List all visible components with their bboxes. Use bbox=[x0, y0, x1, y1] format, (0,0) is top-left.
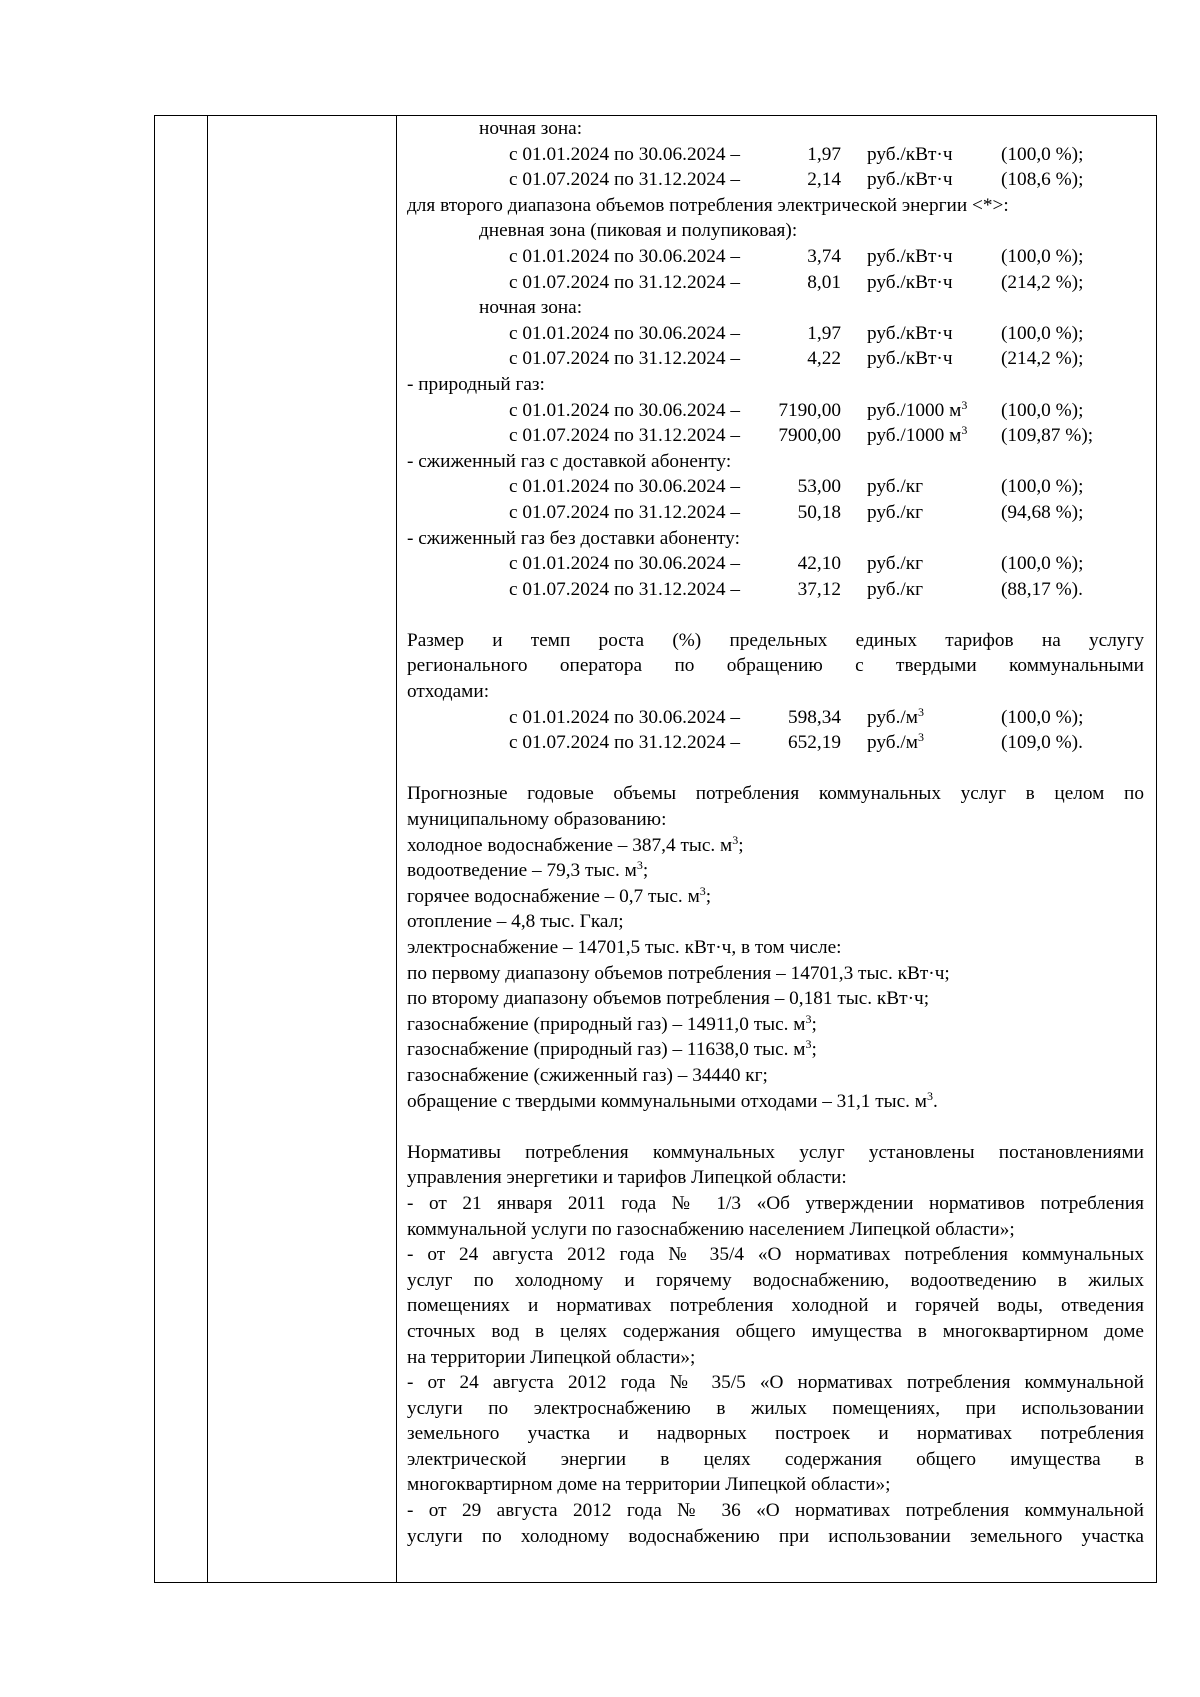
tariff-row bbox=[407, 551, 1144, 577]
tariff-group-lpg-no-delivery bbox=[407, 551, 1144, 602]
tariff-unit-text: руб./кВт·ч bbox=[867, 169, 953, 191]
tariff-row bbox=[407, 398, 1144, 424]
table-cell-content bbox=[407, 116, 1144, 1549]
norms-line: сточных вод в целях содержания общего имущества в многоквартирном доме bbox=[407, 1320, 1144, 1342]
tariff-value: 4,22 bbox=[807, 348, 841, 370]
tariff-percent: (108,6 %); bbox=[1001, 169, 1084, 191]
column-divider-2 bbox=[396, 116, 397, 1582]
unit-superscript: 3 bbox=[927, 1088, 934, 1103]
norms-line: услуг по холодному и горячему водоснабжению, водоотведению в жилых bbox=[407, 1269, 1144, 1291]
tariff-value: 1,97 bbox=[807, 322, 841, 344]
norms-line: электрической энергии в целях содержания общего имущества в bbox=[407, 1448, 1144, 1470]
tariff-group-day bbox=[407, 244, 1144, 295]
tariff-row bbox=[407, 321, 1144, 347]
tariff-row bbox=[407, 142, 1144, 168]
norms-line: - от 29 августа 2012 года № 36 «О нормативах потребления коммунальной bbox=[407, 1500, 1144, 1522]
tariff-unit-text: руб./кВт·ч bbox=[867, 322, 953, 344]
document-table bbox=[154, 115, 1157, 1583]
volumes-intro-line-2: муниципальному образованию: bbox=[407, 809, 667, 831]
norms-line: управления энергетики и тарифов Липецкой области: bbox=[407, 1167, 847, 1189]
tariff-value: 42,10 bbox=[797, 553, 841, 575]
volume-tail: ; bbox=[642, 860, 649, 882]
tariff-percent: (100,0 %); bbox=[1001, 553, 1084, 575]
volume-text: газоснабжение (природный газ) – 11638,0 тыс. м bbox=[407, 1039, 806, 1061]
norms-line: помещениях и нормативах потребления холодной и горячей воды, отведения bbox=[407, 1295, 1144, 1317]
tariff-value: 7190,00 bbox=[778, 399, 841, 421]
tariff-row bbox=[407, 500, 1144, 526]
tariff-percent: (100,0 %); bbox=[1001, 322, 1084, 344]
tariff-group-lpg-delivery bbox=[407, 474, 1144, 525]
volume-text: электроснабжение – 14701,5 тыс. кВт·ч, в том числе: bbox=[407, 937, 842, 958]
unit-superscript: 3 bbox=[699, 883, 706, 898]
tariff-value: 7900,00 bbox=[778, 425, 841, 447]
tariff-unit bbox=[867, 346, 953, 372]
natural-gas-heading: - природный газ: bbox=[407, 373, 545, 395]
volume-text: водоотведение – 79,3 тыс. м bbox=[407, 860, 637, 882]
norms-line: услуги по электроснабжению в жилых помещениях, при использовании bbox=[407, 1397, 1144, 1419]
tariff-row bbox=[407, 474, 1144, 500]
second-range-heading: для второго диапазона объемов потребления электрической энергии <*>: bbox=[407, 194, 1009, 216]
tariff-unit-text: руб./кВт·ч bbox=[867, 348, 953, 370]
tariff-unit bbox=[867, 730, 924, 756]
tariff-unit-text: руб./кг bbox=[867, 476, 924, 498]
column-divider-1 bbox=[207, 116, 208, 1582]
tariff-value: 652,19 bbox=[787, 732, 841, 754]
norms-line: услуги по холодному водоснабжению при использовании земельного участка bbox=[407, 1525, 1144, 1547]
tariff-unit bbox=[867, 270, 953, 296]
tariff-row bbox=[407, 167, 1144, 193]
volume-item bbox=[407, 833, 1144, 859]
volume-item bbox=[407, 935, 1144, 961]
volume-tail: ; bbox=[811, 1013, 817, 1035]
volume-text: отопление – 4,8 тыс. Гкал; bbox=[407, 911, 624, 933]
tariff-period: с 01.01.2024 по 30.06.2024 – bbox=[509, 476, 740, 498]
volume-text: газоснабжение (сжиженный газ) – 34440 кг; bbox=[407, 1064, 768, 1086]
tariff-percent: (214,2 %); bbox=[1001, 348, 1084, 370]
norms-line: многоквартирном доме на территории Липецкой области»; bbox=[407, 1474, 891, 1496]
tariff-value: 3,74 bbox=[807, 245, 841, 267]
tariff-unit bbox=[867, 142, 953, 168]
tariff-period: с 01.07.2024 по 31.12.2024 – bbox=[509, 501, 740, 523]
tariff-unit bbox=[867, 551, 923, 577]
tariff-period: с 01.07.2024 по 31.12.2024 – bbox=[509, 348, 740, 370]
night-zone-heading: ночная зона: bbox=[479, 118, 583, 139]
night-zone-heading-2: ночная зона: bbox=[479, 297, 583, 319]
tariff-percent: (109,0 %). bbox=[1001, 732, 1083, 754]
volume-tail: ; bbox=[738, 834, 744, 856]
waste-paragraph-line-3: отходами: bbox=[407, 681, 490, 703]
tariff-unit-text: руб./1000 м bbox=[867, 425, 962, 447]
volume-text: горячее водоснабжение – 0,7 тыс. м bbox=[407, 885, 700, 907]
norms-line: - от 21 января 2011 года № 1/3 «Об утверждении нормативов потребления bbox=[407, 1192, 1144, 1214]
tariff-unit bbox=[867, 167, 953, 193]
tariff-unit bbox=[867, 423, 967, 449]
norms-line: на территории Липецкой области»; bbox=[407, 1346, 696, 1368]
tariff-value: 8,01 bbox=[807, 271, 841, 293]
norms-line: Нормативы потребления коммунальных услуг установлены постановлениями bbox=[407, 1141, 1144, 1163]
norms-paragraph bbox=[407, 1140, 1144, 1550]
tariff-unit-text: руб./кВт·ч bbox=[867, 245, 953, 267]
tariff-unit-text: руб./кг bbox=[867, 578, 924, 600]
volume-item bbox=[407, 986, 1144, 1012]
volume-tail: ; bbox=[811, 1039, 817, 1061]
tariff-period: с 01.01.2024 по 30.06.2024 – bbox=[509, 322, 740, 344]
tariff-unit bbox=[867, 705, 924, 731]
tariff-unit-text: руб./м bbox=[867, 706, 918, 728]
waste-paragraph-line-2: регионального оператора по обращению с твердыми коммунальными bbox=[407, 655, 1144, 677]
tariff-period: с 01.07.2024 по 31.12.2024 – bbox=[509, 271, 740, 293]
tariff-group-night-2 bbox=[407, 321, 1144, 372]
tariff-percent: (94,68 %); bbox=[1001, 501, 1084, 523]
volume-item bbox=[407, 1012, 1144, 1038]
unit-superscript: 3 bbox=[961, 397, 968, 412]
tariff-unit-text: руб./кВт·ч bbox=[867, 271, 953, 293]
tariff-group-gas bbox=[407, 398, 1144, 449]
tariff-period: с 01.07.2024 по 31.12.2024 – bbox=[509, 425, 740, 447]
volume-tail: ; bbox=[705, 885, 712, 907]
norms-line: - от 24 августа 2012 года № 35/4 «О нормативах потребления коммунальных bbox=[407, 1244, 1144, 1266]
tariff-percent: (100,0 %); bbox=[1001, 706, 1084, 728]
tariff-percent: (109,87 %); bbox=[1001, 425, 1094, 447]
tariff-unit-text: руб./1000 м bbox=[867, 399, 962, 421]
volume-item bbox=[407, 1063, 1144, 1089]
lpg-delivery-heading: - сжиженный газ с доставкой абоненту: bbox=[407, 450, 732, 472]
tariff-unit-text: руб./кВт·ч bbox=[867, 143, 953, 165]
unit-superscript: 3 bbox=[917, 704, 924, 719]
tariff-period: с 01.07.2024 по 31.12.2024 – bbox=[509, 732, 740, 754]
tariff-row bbox=[407, 577, 1144, 603]
tariff-period: с 01.01.2024 по 30.06.2024 – bbox=[509, 143, 740, 165]
volumes-list bbox=[407, 833, 1144, 1115]
tariff-period: с 01.01.2024 по 30.06.2024 – bbox=[509, 553, 740, 575]
tariff-group-waste bbox=[407, 705, 1144, 756]
unit-superscript: 3 bbox=[805, 1011, 812, 1026]
volume-text: обращение с твердыми коммунальными отходами – 31,1 тыс. м bbox=[407, 1090, 928, 1112]
volume-item bbox=[407, 884, 1144, 910]
tariff-period: с 01.07.2024 по 31.12.2024 – bbox=[509, 578, 740, 600]
volume-item bbox=[407, 961, 1144, 987]
volume-text: газоснабжение (природный газ) – 14911,0 тыс. м bbox=[407, 1013, 806, 1035]
tariff-unit-text: руб./кг bbox=[867, 501, 924, 523]
tariff-period: с 01.01.2024 по 30.06.2024 – bbox=[509, 399, 740, 421]
tariff-row bbox=[407, 705, 1144, 731]
volume-text: холодное водоснабжение – 387,4 тыс. м bbox=[407, 834, 733, 856]
tariff-value: 53,00 bbox=[797, 476, 841, 498]
tariff-row bbox=[407, 346, 1144, 372]
tariff-unit-text: руб./м bbox=[867, 732, 918, 754]
tariff-row bbox=[407, 423, 1144, 449]
tariff-unit-text: руб./кг bbox=[867, 553, 924, 575]
volume-item bbox=[407, 1089, 1144, 1115]
tariff-row bbox=[407, 730, 1144, 756]
volume-text: по второму диапазону объемов потребления – 0,181 тыс. кВт·ч; bbox=[407, 988, 930, 1010]
lpg-no-delivery-heading: - сжиженный газ без доставки абоненту: bbox=[407, 527, 740, 549]
tariff-value: 1,97 bbox=[807, 143, 841, 165]
tariff-percent: (88,17 %). bbox=[1001, 578, 1083, 600]
volume-text: по первому диапазону объемов потребления – 14701,3 тыс. кВт·ч; bbox=[407, 962, 950, 984]
tariff-value: 598,34 bbox=[787, 706, 841, 728]
tariff-percent: (100,0 %); bbox=[1001, 399, 1084, 421]
unit-superscript: 3 bbox=[636, 858, 643, 873]
tariff-row bbox=[407, 270, 1144, 296]
volume-item bbox=[407, 1037, 1144, 1063]
tariff-row bbox=[407, 244, 1144, 270]
unit-superscript: 3 bbox=[732, 832, 739, 847]
tariff-unit bbox=[867, 398, 967, 424]
volume-tail: . bbox=[933, 1090, 938, 1112]
tariff-unit bbox=[867, 474, 923, 500]
tariff-value: 50,18 bbox=[797, 501, 841, 523]
norms-line: коммунальной услуги по газоснабжению населением Липецкой области»; bbox=[407, 1218, 1015, 1240]
tariff-period: с 01.01.2024 по 30.06.2024 – bbox=[509, 706, 740, 728]
norms-line: - от 24 августа 2012 года № 35/5 «О нормативах потребления коммунальной bbox=[407, 1372, 1144, 1394]
volume-item bbox=[407, 858, 1144, 884]
unit-superscript: 3 bbox=[917, 730, 924, 745]
norms-line: земельного участка и надворных построек и нормативах потребления bbox=[407, 1423, 1144, 1445]
tariff-percent: (100,0 %); bbox=[1001, 245, 1084, 267]
tariff-percent: (214,2 %); bbox=[1001, 271, 1084, 293]
volume-item bbox=[407, 909, 1144, 935]
tariff-unit bbox=[867, 577, 923, 603]
tariff-period: с 01.01.2024 по 30.06.2024 – bbox=[509, 245, 740, 267]
unit-superscript: 3 bbox=[961, 423, 968, 438]
tariff-unit bbox=[867, 500, 923, 526]
waste-paragraph-line-1: Размер и темп роста (%) предельных единых тарифов на услугу bbox=[407, 629, 1144, 651]
unit-superscript: 3 bbox=[805, 1037, 812, 1052]
tariff-percent: (100,0 %); bbox=[1001, 143, 1084, 165]
tariff-value: 37,12 bbox=[797, 578, 841, 600]
volumes-intro-line-1: Прогнозные годовые объемы потребления коммунальных услуг в целом по bbox=[407, 783, 1144, 805]
day-zone-heading: дневная зона (пиковая и полупиковая): bbox=[479, 220, 798, 242]
tariff-value: 2,14 bbox=[807, 169, 841, 191]
tariff-unit bbox=[867, 321, 953, 347]
tariff-period: с 01.07.2024 по 31.12.2024 – bbox=[509, 169, 740, 191]
tariff-unit bbox=[867, 244, 953, 270]
tariff-group-night-1 bbox=[407, 142, 1144, 193]
tariff-percent: (100,0 %); bbox=[1001, 476, 1084, 498]
